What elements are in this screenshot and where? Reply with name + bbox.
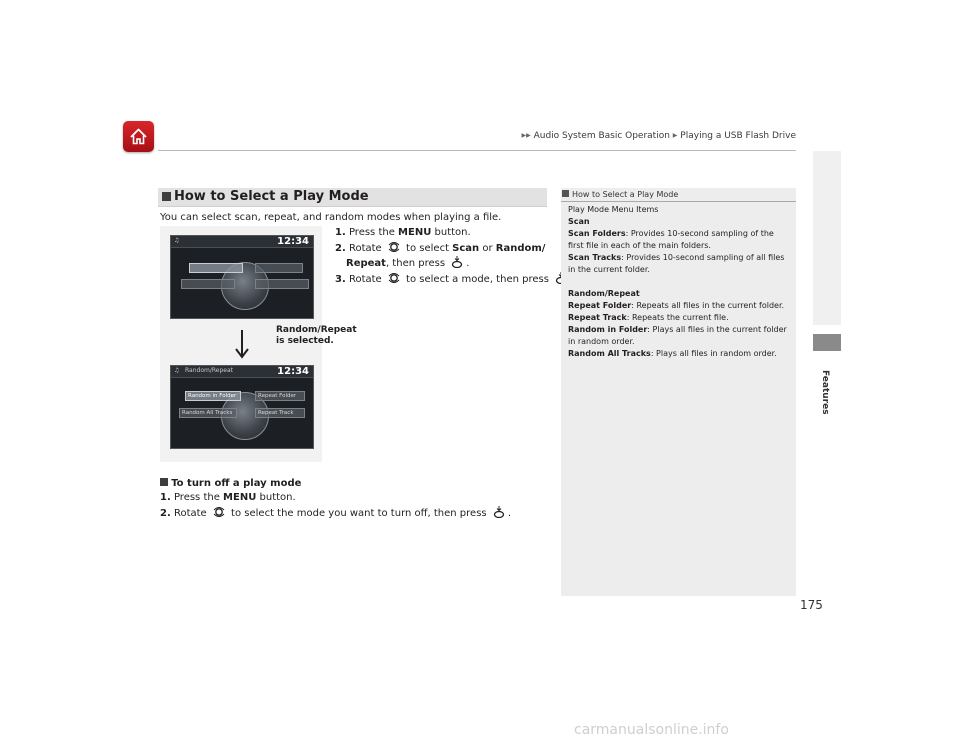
- section-title: How to Select a Play Mode: [174, 189, 369, 204]
- note-ref-icon: [562, 190, 569, 197]
- section-header: [158, 188, 547, 207]
- subsection-title: To turn off a play mode: [160, 476, 301, 491]
- page-number: 175: [800, 598, 823, 612]
- notes-group-title: Scan: [568, 217, 590, 226]
- step-3: 3. Rotate to select a mode, then press: [335, 272, 573, 287]
- screen-title: Random/Repeat: [185, 367, 233, 374]
- play-mode-option[interactable]: Repeat Track: [255, 408, 305, 418]
- notes-list-title: Play Mode Menu Items: [568, 205, 659, 214]
- step-2: 2. Rotate to select Scan or Random/: [335, 243, 546, 254]
- music-note-icon: ♫: [174, 237, 180, 244]
- illustration-callout: Random/Repeat is selected.: [276, 325, 357, 346]
- breadcrumb-arrow-icon: ▶▶: [521, 132, 531, 139]
- home-button[interactable]: [123, 121, 154, 152]
- notes-item-cont: first file in each of the main folders.: [568, 241, 711, 250]
- screen-menu: [170, 235, 314, 319]
- notes-item: Repeat Track: Repeats the current file.: [568, 313, 729, 322]
- interface-dial-icon: [388, 272, 400, 284]
- side-column: [813, 151, 841, 325]
- menu-option[interactable]: [181, 279, 235, 289]
- arrow-down-icon: [232, 330, 250, 360]
- watermark: carmanualsonline.info: [574, 722, 729, 738]
- breadcrumb-item[interactable]: Playing a USB Flash Drive: [680, 131, 796, 141]
- notes-item: Random All Tracks: Plays all files in random order.: [568, 349, 777, 358]
- menu-option[interactable]: [255, 279, 309, 289]
- menu-option[interactable]: [189, 263, 243, 273]
- play-mode-option[interactable]: Random All Tracks: [179, 408, 237, 418]
- side-tab-marker: [813, 334, 841, 351]
- music-note-icon: ♫: [174, 367, 180, 374]
- section-square-icon: [162, 192, 171, 201]
- notes-item: Repeat Folder: Repeats all files in the current folder.: [568, 301, 785, 310]
- home-icon: [128, 126, 149, 147]
- menu-option[interactable]: [255, 263, 303, 273]
- interface-dial-icon: [388, 241, 400, 253]
- off-step-1: 1. Press the MENU button.: [160, 492, 296, 503]
- notes-body: [568, 204, 792, 360]
- play-mode-option[interactable]: Repeat Folder: [255, 391, 305, 401]
- intro-text: You can select scan, repeat, and random modes when playing a file.: [160, 212, 502, 223]
- notes-group-title: Random/Repeat: [568, 289, 640, 298]
- breadcrumb: [460, 131, 796, 141]
- side-tab-label[interactable]: Features: [820, 370, 830, 415]
- off-step-2: 2. Rotate to select the mode you want to turn off, then press .: [160, 508, 511, 519]
- step-2-cont: Repeat, then press .: [346, 258, 470, 269]
- press-dial-icon: [451, 256, 463, 268]
- notes-item: Random in Folder: Plays all files in the current folder: [568, 325, 787, 334]
- breadcrumb-arrow-icon: ▶: [672, 132, 678, 139]
- notes-item-cont: in the current folder.: [568, 265, 650, 274]
- notes-item: Scan Tracks: Provides 10-second sampling of all files: [568, 253, 785, 262]
- notes-heading: How to Select a Play Mode: [561, 188, 796, 202]
- notes-item-cont: in random order.: [568, 337, 635, 346]
- subsection-square-icon: [160, 478, 168, 486]
- breadcrumb-item[interactable]: Audio System Basic Operation: [533, 131, 670, 141]
- play-mode-option[interactable]: Random in Folder: [185, 391, 241, 401]
- notes-item: Scan Folders: Provides 10-second sampling of the: [568, 229, 774, 238]
- step-1: 1. Press the MENU button.: [335, 227, 471, 238]
- header-divider: [158, 150, 796, 151]
- screen-clock: 12:34: [277, 236, 309, 247]
- screen-random-repeat: [170, 365, 314, 449]
- press-dial-icon: [493, 506, 505, 518]
- interface-dial-icon: [213, 506, 225, 518]
- screen-clock: 12:34: [277, 366, 309, 377]
